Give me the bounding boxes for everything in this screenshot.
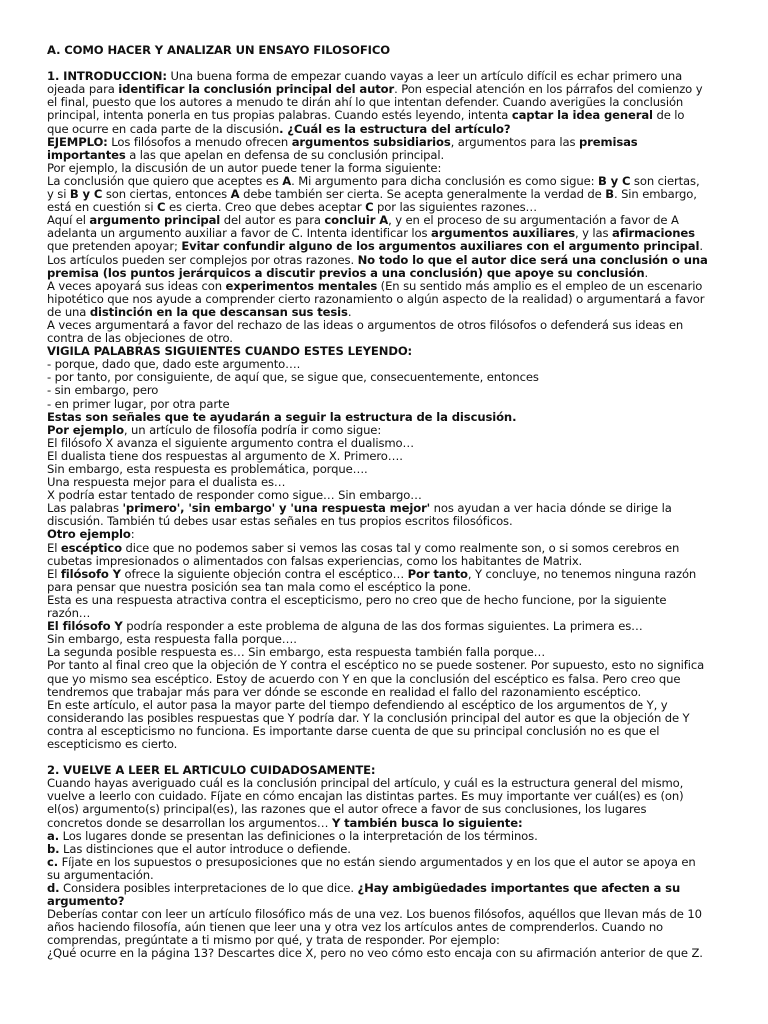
- text-line: [47, 947, 731, 960]
- text-run: discusión. También tú debes usar estas señales en tus propios escritos filosóficos.: [47, 514, 513, 529]
- text-run: Las palabras: [47, 501, 123, 516]
- bold-text: 'primero', 'sin embargo' y 'una respuesta mejor': [122, 501, 431, 516]
- bold-text: C: [157, 200, 166, 215]
- text-run: contra de las objeciones de otro.: [47, 331, 233, 346]
- bold-text: Evitar confundir alguno de los argumentos auxiliares con el argumento principal: [181, 239, 700, 254]
- text-run: concretos donde se desarrollan los argumentos…: [47, 815, 332, 830]
- bold-text: ¿Hay ambigüedades importantes que afecten a su: [357, 881, 681, 895]
- bold-text: Y también busca lo siguiente:: [331, 815, 523, 830]
- text-run: el final, puesto que los autores a menudo te dirán ahí lo que intentan defender. Cuando averigües la conclusión: [47, 95, 684, 110]
- bold-text: filósofo Y: [60, 566, 121, 581]
- bold-text: captar la idea general: [511, 108, 653, 123]
- bold-text: identificar la conclusión principal del autor: [118, 82, 395, 97]
- text-run: por las siguientes razones…: [373, 200, 538, 215]
- text-run: Sin embargo, esta respuesta es problemática, porque….: [47, 462, 368, 476]
- text-run: hipotético que nos ayude a comprender cierto razonamiento o algún aspecto de la realidad) o argumentará a favor: [47, 291, 705, 306]
- text-run: podría responder a este problema de alguna de las dos formas siguientes. La primera es…: [122, 619, 643, 634]
- text-run: - porque, dado que, dado este argumento….: [47, 357, 301, 372]
- bold-text: C: [365, 200, 374, 215]
- text-line: [47, 882, 731, 895]
- text-run: El filósofo X avanza el siguiente argumento contra el dualismo…: [47, 435, 414, 450]
- text-run: Los lugares donde se presentan las definiciones o la interpretación de los términos.: [59, 828, 538, 843]
- text-run: La segunda posible respuesta es… Sin embargo, esta respuesta también falla porque…: [47, 645, 546, 660]
- text-run: Cuando hayas averiguado cuál es la conclusión principal del artículo, y cuál es la estructura general del mismo,: [47, 776, 684, 791]
- text-run: escepticismo es cierto.: [47, 736, 178, 751]
- text-run: años haciendo filosofía, aún tienen que leer una y otra vez los artículos antes de comprenderlos. Cuando no: [47, 920, 664, 935]
- text-run: Las distinciones que el autor introduce o defiende.: [59, 841, 351, 856]
- bold-text: No todo lo que el autor dice será una conclusión o una: [357, 252, 708, 267]
- text-run: principal, intenta ponerla en tus propias palabras. Cuando estés leyendo, intenta: [47, 108, 512, 123]
- text-run: Los filósofos a menudo ofrecen: [107, 134, 292, 149]
- text-run: que ocurre en cada parte de la discusión: [47, 121, 280, 136]
- text-run: A veces apoyará sus ideas con: [47, 278, 226, 293]
- text-run: , argumentos para las: [450, 134, 579, 149]
- text-run: Sin embargo, esta respuesta falla porque….: [47, 632, 297, 647]
- text-line: [47, 594, 731, 607]
- bold-text: Otro ejemplo: [47, 527, 131, 542]
- bold-text: . ¿Cuál es la estructura del artículo?: [279, 121, 511, 136]
- bold-text: experimentos mentales: [225, 278, 378, 293]
- bold-text: B: [605, 187, 614, 202]
- bold-text: argumento?: [47, 894, 125, 909]
- bold-text: a.: [47, 828, 59, 843]
- text-run: comprendas, pregúntate a ti mismo por qué, y trata de responder. Por ejemplo:: [47, 933, 500, 948]
- text-line: [47, 515, 731, 528]
- bold-text: argumentos subsidiarios: [291, 134, 451, 149]
- bold-text: premisa (los puntos jerárquicos a discutir previos a una conclusión) que apoye su conclusión: [47, 265, 645, 280]
- bold-text: B y C: [597, 173, 631, 188]
- bold-text: c.: [47, 854, 59, 869]
- text-run: son ciertas,: [630, 173, 700, 188]
- bold-text: premisas: [578, 134, 638, 149]
- text-run: . Mi argumento para dicha conclusión es como sigue:: [291, 173, 598, 188]
- text-run: cubetas impresionados o alimentados con falsas experiencias, como los habitantes de Matrix.: [47, 553, 583, 568]
- text-run: Por tanto al final creo que la objeción de Y contra el escéptico no se puede sostener. Por supuesto, esto no significa: [47, 658, 705, 673]
- bold-text: A: [230, 187, 240, 202]
- text-run: su argumentación.: [47, 867, 154, 882]
- text-run: El dualista tiene dos respuestas al argumento de X. Primero….: [47, 448, 403, 463]
- text-run: X podría estar tentado de responder como sigue… Sin embargo…: [47, 488, 422, 503]
- bold-text: concluir A: [324, 213, 389, 228]
- text-run: .: [347, 304, 352, 319]
- text-run: de una: [47, 304, 90, 319]
- bold-text: b.: [47, 841, 60, 856]
- text-run: (En su sentido más amplio es el empleo de un escenario: [377, 278, 703, 293]
- text-run: Fíjate en los supuestos o presuposiciones que no están siendo argumentados y en los que el autor se apoya en: [58, 854, 696, 869]
- bold-text: A: [282, 173, 292, 188]
- document: [47, 44, 731, 961]
- text-run: , un artículo de filosofía podría ir como sigue:: [123, 422, 382, 437]
- text-run: está en cuestión si: [47, 200, 158, 215]
- bold-text: argumentos auxiliares: [430, 226, 575, 241]
- text-run: dice que no podemos saber si vemos las cosas tal y como realmente son, o si somos cerebros en: [121, 540, 680, 555]
- text-run: .: [644, 265, 649, 280]
- text-run: La conclusión que quiero que aceptes es: [47, 173, 283, 188]
- bold-text: d.: [47, 881, 60, 895]
- text-run: Aquí el: [47, 213, 90, 228]
- bold-text: Por tanto: [407, 566, 468, 581]
- text-run: El: [47, 566, 61, 581]
- text-run: :: [130, 527, 135, 542]
- text-run: Una respuesta mejor para el dualista es…: [47, 475, 286, 490]
- bold-text: escéptico: [60, 540, 122, 555]
- text-run: . Pon especial atención en los párrafos del comienzo y: [394, 82, 703, 97]
- bold-text: afirmaciones: [612, 226, 695, 241]
- text-run: y si: [47, 187, 70, 202]
- bold-text: EJEMPLO:: [47, 134, 108, 149]
- text-run: debe también ser cierta. Se acepta generalmente la verdad de: [239, 187, 606, 202]
- text-run: que pretenden apoyar;: [47, 239, 182, 254]
- text-run: - sin embargo, pero: [47, 383, 159, 398]
- text-run: considerando las posibles respuestas que Y podría dar. Y la conclusión principal del autor es que la objeción de Y: [47, 710, 690, 725]
- text-run: , Y concluye, no tenemos ninguna razón: [467, 566, 697, 581]
- bold-text: Por ejemplo: [47, 422, 124, 437]
- text-run: el(os) argumento(s) principal(es), las razones que el autor ofrece a favor de sus conclusiones, los lugares: [47, 802, 647, 817]
- bold-text: 1. INTRODUCCION:: [47, 69, 167, 84]
- text-run: Una buena forma de empezar cuando vayas a leer un artículo difícil es echar primero una: [166, 69, 683, 84]
- text-run: vuelve a leerlo con cuidado. Fíjate en cómo encajan las distintas partes. Es muy importante ver cuál(es) es (on): [47, 789, 684, 804]
- bold-text: VIGILA PALABRAS SIGUIENTES CUANDO ESTES LEYENDO:: [47, 344, 413, 359]
- text-run: A veces argumentará a favor del rechazo de las ideas o argumentos de otros filósofos o defenderá sus ideas en: [47, 317, 684, 332]
- text-run: razón…: [47, 606, 91, 621]
- text-run: contra al escepticismo no funciona. Es importante darse cuenta de que su principal conclusión no es que el: [47, 723, 660, 738]
- text-run: Los artículos pueden ser complejos por otras razones.: [47, 252, 358, 267]
- bold-text: Estas son señales que te ayudarán a seguir la estructura de la discusión.: [47, 409, 517, 424]
- text-run: - en primer lugar, por otra parte: [47, 396, 230, 411]
- text-run: adelanta un argumento auxiliar a favor de C. Intenta identificar los: [47, 226, 431, 241]
- text-run: El: [47, 540, 61, 555]
- text-run: En este artículo, el autor pasa la mayor parte del tiempo defendiendo al escéptico de los argumentos de Y, y: [47, 697, 668, 712]
- bold-text: importantes: [47, 147, 126, 162]
- bold-text: El filósofo Y: [47, 619, 123, 634]
- text-run: son ciertas, entonces: [102, 187, 231, 202]
- text-run: Esta es una respuesta atractiva contra el escepticismo, pero no creo que de hecho funcione, por la siguiente: [47, 592, 667, 607]
- text-run: ¿Qué ocurre en la página 13? Descartes dice X, pero no veo cómo esto encaja con su afirmación anterior de que Z.: [47, 946, 703, 961]
- document-title: A. COMO HACER Y ANALIZAR UN ENSAYO FILOSOFICO: [47, 43, 390, 57]
- bold-text: argumento principal: [89, 213, 221, 228]
- text-run: ofrece la siguiente objeción contra el escéptico…: [120, 566, 408, 581]
- bold-text: distinción en la que descansan sus tesis: [89, 304, 348, 319]
- text-run: que yo mismo sea escéptico. Estoy de acuerdo con Y en que la conclusión del escéptico es falsa. Pero creo que: [47, 671, 681, 686]
- text-run: tendremos que trabajar más para ver dónde se esconde en realidad el fallo del razonamiento escéptico.: [47, 684, 642, 699]
- text-run: .: [699, 239, 703, 254]
- text-run: ojeada para: [47, 82, 119, 97]
- text-line: [47, 738, 731, 751]
- bold-text: 2. VUELVE A LEER EL ARTICULO CUIDADOSAMENTE:: [47, 763, 376, 778]
- bold-text: B y C: [69, 187, 103, 202]
- text-run: - por tanto, por consiguiente, de aquí que, se sigue que, consecuentemente, entonces: [47, 370, 539, 385]
- text-run: Deberías contar con leer un artículo filosófico más de una vez. Los buenos filósofos, aquéllos que llevan más de 10: [47, 907, 702, 922]
- text-run: nos ayudan a ver hacia dónde se dirige la: [430, 501, 672, 516]
- text-run: , y las: [574, 226, 612, 241]
- text-run: , y en el proceso de su argumentación a favor de A: [388, 213, 679, 228]
- text-run: de lo: [652, 108, 685, 123]
- text-run: Por ejemplo, la discusión de un autor puede tener la forma siguiente:: [47, 160, 442, 175]
- text-run: para pensar que nuestra posición sea tan mala como el escéptico la pone.: [47, 579, 471, 594]
- text-run: Considera posibles interpretaciones de lo que dice.: [59, 881, 358, 895]
- document-body: [47, 70, 731, 960]
- text-run: . Sin embargo,: [613, 187, 697, 202]
- text-run: del autor es para: [220, 213, 325, 228]
- text-run: a las que apelan en defensa de su conclusión principal.: [125, 147, 445, 162]
- text-run: es cierta. Creo que debes aceptar: [165, 200, 366, 215]
